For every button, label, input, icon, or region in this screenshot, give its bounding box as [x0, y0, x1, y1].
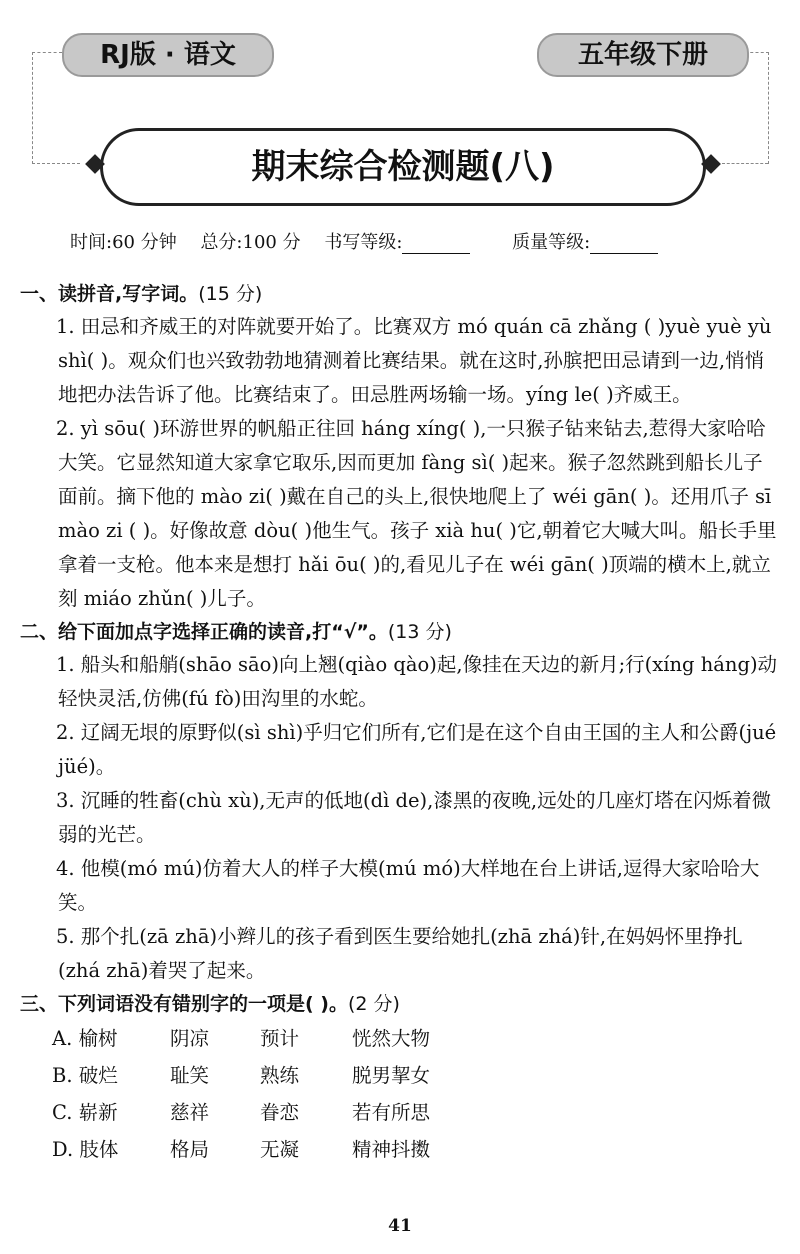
page-number: 41: [388, 1216, 412, 1236]
frame-line: [32, 52, 33, 164]
question: 2. 辽阔无垠的原野似(sì shì)乎归它们所有,它们是在这个自由王国的主人和公爵(jué jüé)。: [56, 721, 777, 778]
time-limit: 时间:60 分钟: [70, 232, 177, 253]
section-heading: 二、给下面加点字选择正确的读音,打“√”。(13 分): [20, 621, 452, 643]
writing-grade: 书写等级:: [324, 232, 488, 253]
writing-grade-blank[interactable]: [402, 235, 470, 254]
grade-tag: 五年级下册: [537, 33, 749, 77]
question: 5. 那个扎(zā zhā)小辫儿的孩子看到医生要给她扎(zhā zhá)针,在妈妈怀里挣扎(zhá zhā)着哭了起来。: [56, 925, 743, 982]
quality-grade-blank[interactable]: [590, 235, 658, 254]
question: 4. 他模(mó mú)仿着大人的样子大模(mú mó)大样地在台上讲话,逗得大家哈哈大笑。: [56, 857, 760, 914]
option-d[interactable]: D. 肢体 格局 无凝 精神抖擞: [52, 1138, 431, 1161]
question: 1. 田忌和齐威王的对阵就要开始了。比赛双方 mó quán cā zhǎng ( )yuè yuè yù shì( )。观众们也兴致勃勃地猜测着比赛结果。就在这时,孙膑把田忌请到一边,悄悄地把办法告诉了他。比赛结束了。田忌胜两场输一场。yíng le( )齐威王。: [56, 315, 772, 406]
page-title: 期末综合检测题(八): [100, 128, 706, 206]
exam-content: [0, 278, 800, 1168]
total-score: 总分:100 分: [200, 232, 301, 253]
question: 1. 船头和船艄(shāo sāo)向上翘(qiào qào)起,像挂在天边的新月;行(xíng háng)动轻快灵活,仿佛(fú fò)田沟里的水蛇。: [56, 653, 778, 710]
quality-grade: 质量等级:: [512, 232, 676, 253]
section-heading: 三、下列词语没有错别字的一项是( )。(2 分): [20, 993, 400, 1015]
option-c[interactable]: C. 崭新 慈祥 眷恋 若有所思: [52, 1101, 431, 1124]
frame-line: [32, 163, 80, 164]
frame-line: [32, 52, 62, 53]
frame-line: [768, 52, 769, 164]
exam-info: [70, 228, 694, 254]
option-b[interactable]: B. 破烂 耻笑 熟练 脱男挈女: [52, 1064, 431, 1087]
question: 3. 沉睡的牲畜(chù xù),无声的低地(dì de),漆黑的夜晚,远处的几座灯塔在闪烁着微弱的光芒。: [56, 789, 772, 846]
answer-options: [52, 1020, 800, 1168]
frame-line: [722, 163, 768, 164]
question: 2. yì sōu( )环游世界的帆船正往回 háng xíng( ),一只猴子钻来钻去,惹得大家哈哈大笑。它显然知道大家拿它取乐,因而更加 fàng sì( )起来。猴子忽然跳到船长儿子面前。摘下他的 mào zi( )戴在自己的头上,很快地爬上了 wéi gān( )。还用爪子 sī mào zi ( )。好像故意 dòu( )他生气。孩子 xià hu( )它,朝着它大喊大叫。船长手里拿着一支枪。他本来是想打 hǎi ōu( )的,看见儿子在 wéi gān( )顶端的横木上,就立刻 miáo zhǔn( )儿子。: [56, 417, 777, 610]
subject-tag: RJ版 · 语文: [62, 33, 274, 77]
section-heading: 一、读拼音,写字词。(15 分): [20, 283, 263, 305]
option-a[interactable]: A. 榆树 阴凉 预计 恍然大物: [52, 1027, 431, 1050]
